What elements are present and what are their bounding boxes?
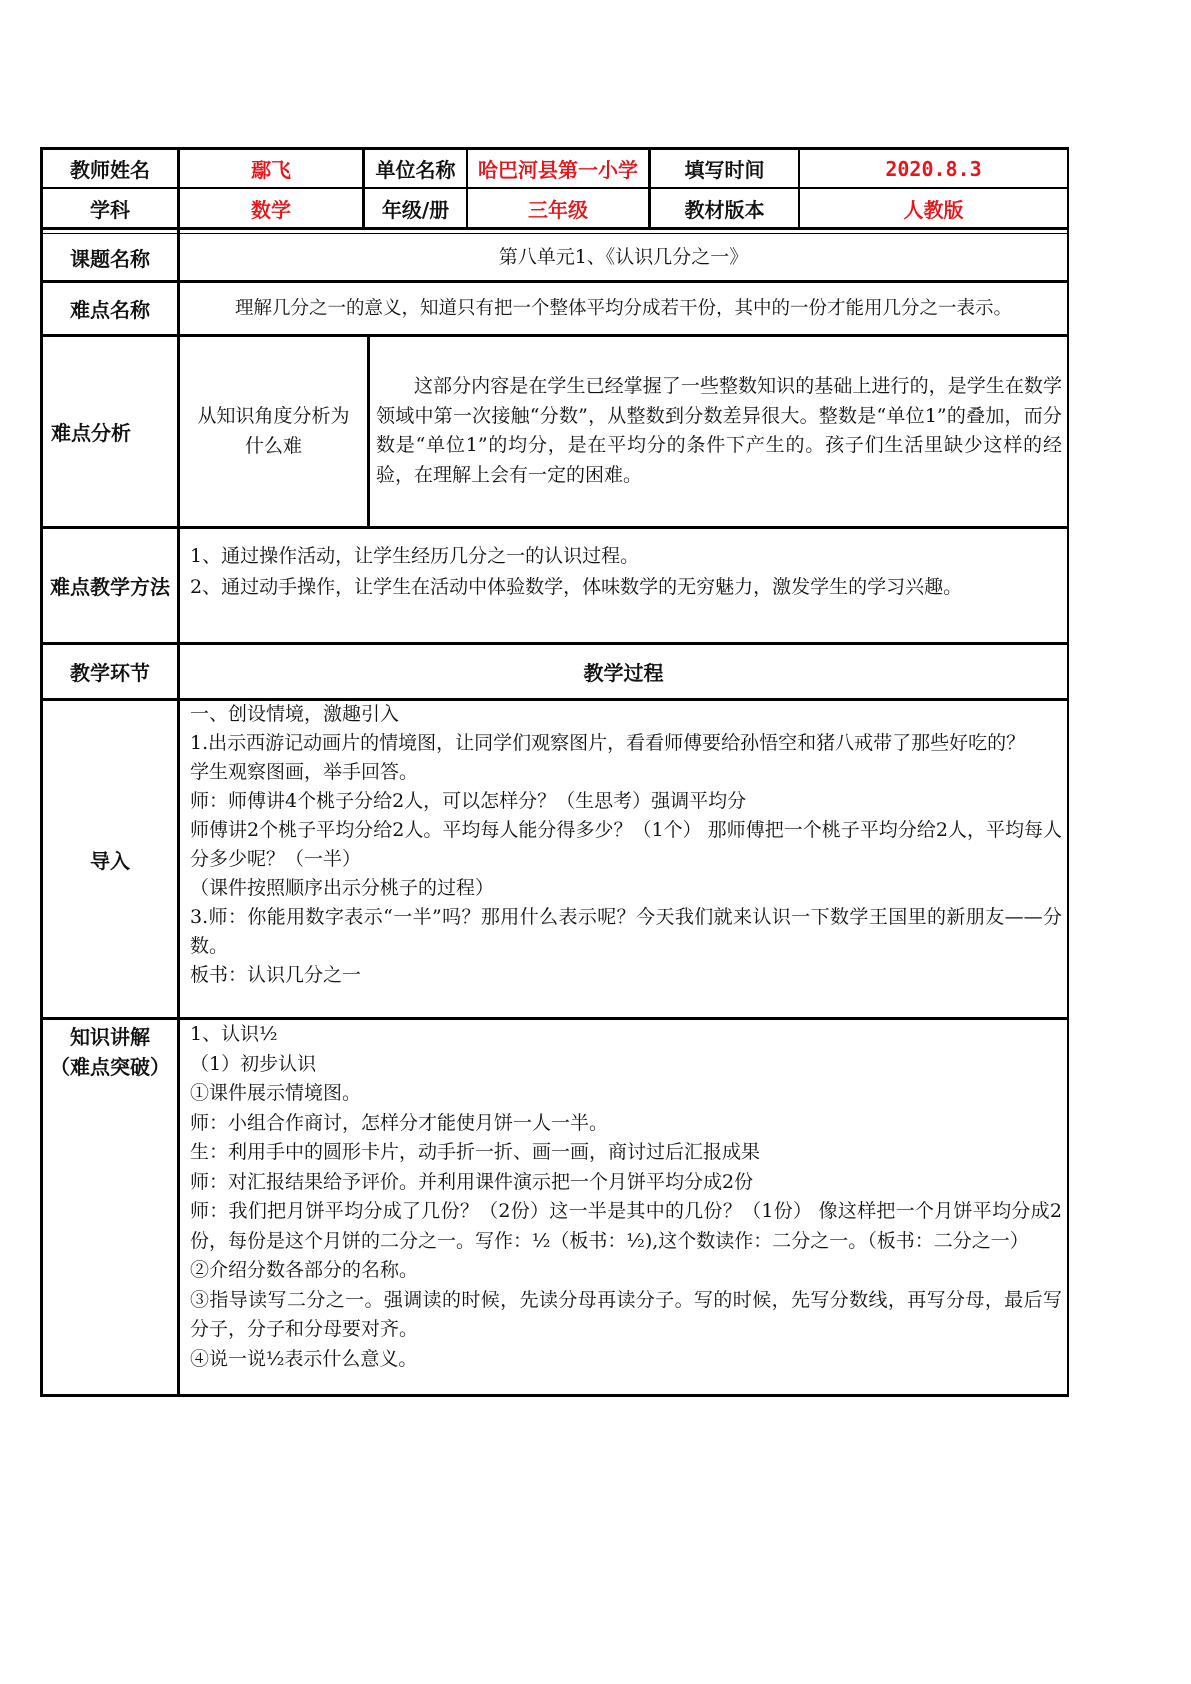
fill-date-label: 填写时间 [684, 158, 765, 182]
intro-line: 板书：认识几分之一 [190, 964, 362, 986]
knowledge-line: 生：利用手中的圆形卡片，动手折一折、画一画，商讨过后汇报成果 [190, 1141, 761, 1163]
intro-line: 师：师傅讲4个桃子分给2人，可以怎样分？（生思考）强调平均分 [190, 790, 747, 812]
grade-value: 三年级 [528, 197, 588, 222]
analysis-text: 这部分内容是在学生已经掌握了一些整数知识的基础上进行的，是学生在数学领域中第一次接触“分数”，从整数到分数差异很大。整数是“单位1”的叠加，而分数是“单位1”的均分，是在平均分的条件下产生的。孩子们生活里缺少这样的经验，在理解上会有一定的困难。 [376, 375, 1062, 486]
subject-label: 学科 [90, 197, 130, 222]
knowledge-label-line2: （难点突破） [50, 1055, 170, 1079]
knowledge-line: ②介绍分数各部分的名称。 [190, 1259, 419, 1281]
knowledge-line: 师：对汇报结果给予评价。并利用课件演示把一个月饼平均分成2份 [190, 1170, 754, 1193]
knowledge-line: 师：小组合作商讨，怎样分才能使月饼一人一半。 [190, 1111, 609, 1134]
method-line: 1、通过操作活动，让学生经历几分之一的认识过程。 [190, 545, 640, 567]
method-text [190, 541, 1060, 603]
unit-name-label: 单位名称 [375, 158, 456, 182]
teaching-stage-label: 教学环节 [70, 661, 150, 685]
intro-line: 一、创设情境，激趣引入 [190, 703, 400, 725]
intro-line: 1.出示西游记动画片的情境图，让同学们观察图片，看看师傅要给孙悟空和猪八戒带了那些好吃的？ [190, 732, 1026, 754]
textbook-edition-value: 人教版 [903, 197, 964, 222]
knowledge-label-line1: 知识讲解 [70, 1025, 150, 1049]
intro-text [190, 700, 1062, 990]
topic-label: 课题名称 [70, 246, 150, 271]
intro-line: 师傅讲2个桃子平均分给2人。平均每人能分得多少？（1个） 那师傅把一个桃子平均分给2人，平均每人分多少呢？（一半） [190, 819, 1062, 870]
method-label: 难点教学方法 [50, 575, 170, 599]
unit-name-value: 哈巴河县第一小学 [478, 158, 638, 182]
textbook-edition-label: 教材版本 [684, 197, 765, 222]
knowledge-line: 1、认识½ [190, 1023, 278, 1045]
fill-date-value: 2020.8.3 [885, 156, 982, 181]
teacher-name-label: 教师姓名 [70, 158, 150, 182]
difficulty-label: 难点名称 [70, 298, 150, 322]
intro-line: （课件按照顺序出示分桃子的过程） [190, 877, 495, 899]
grade-label: 年级/册 [381, 197, 450, 222]
intro-line: 学生观察图画，举手回答。 [190, 761, 419, 783]
difficulty-value: 理解几分之一的意义，知道只有把一个整体平均分成若干份，其中的一份才能用几分之一表示。 [234, 298, 1012, 319]
intro-line: 3.师：你能用数字表示“一半”吗？那用什么表示呢？今天我们就来认识一下数学王国里的新朋友——分数。 [190, 906, 1062, 957]
knowledge-line: ①课件展示情境图。 [190, 1082, 362, 1104]
knowledge-line: （1）初步认识 [190, 1052, 317, 1075]
teaching-process-label: 教学过程 [583, 661, 664, 685]
knowledge-line: 师：我们把月饼平均分成了几份？（2份）这一半是其中的几份？（1份） 像这样把一个月饼平均分成2份，每份是这个月饼的二分之一。写作：½（板书：½),这个数读作：二分之一。（板书：二分之一） [190, 1200, 1062, 1252]
knowledge-label [43, 1022, 177, 1082]
analysis-sublabel: 从知识角度分析为什么难 [197, 405, 350, 457]
knowledge-line: ④说一说½表示什么意义。 [190, 1347, 418, 1370]
method-line: 2、通过动手操作，让学生在活动中体验数学，体味数学的无穷魅力，激发学生的学习兴趣。 [190, 576, 963, 598]
analysis-label: 难点分析 [51, 421, 131, 445]
topic-value: 第八单元1、《认识几分之一》 [498, 245, 749, 268]
knowledge-line: ③指导读写二分之一。强调读的时候，先读分母再读分子。写的时候，先写分数线，再写分母，最后写分子，分子和分母要对齐。 [190, 1288, 1062, 1340]
subject-value: 数学 [251, 197, 291, 222]
teacher-name-value: 鄢飞 [251, 158, 291, 182]
intro-label: 导入 [90, 848, 130, 873]
knowledge-text [190, 1020, 1062, 1374]
